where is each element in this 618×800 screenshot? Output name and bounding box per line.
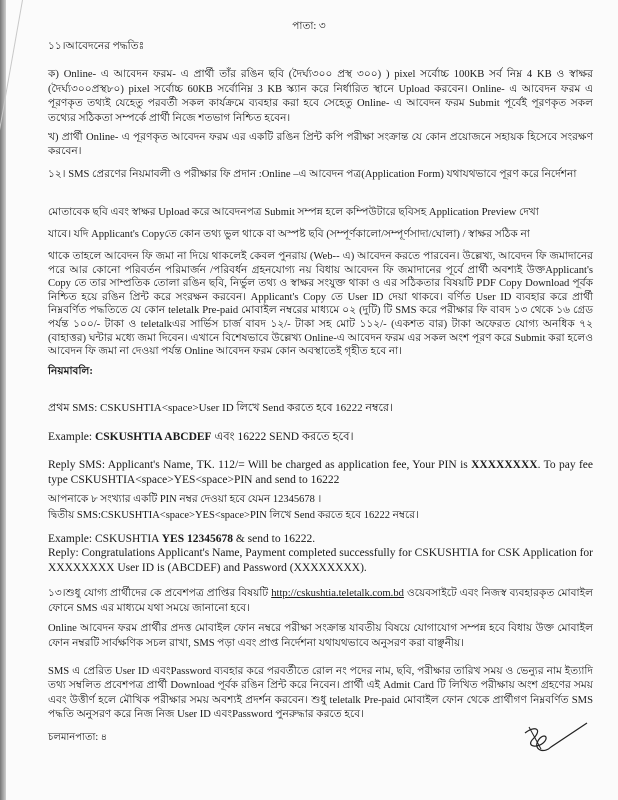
continued-page: চলমানপাতা: ৪ — [48, 731, 108, 743]
example-2-bold: YES 12345678 — [161, 532, 233, 545]
reply-1-pre: Reply SMS: Applicant's Name, TK. 112/= Will be charged as application fee, Your PIN is — [48, 459, 472, 472]
section-11-heading: ১১।আবেদনের পদ্ধতিঃ — [48, 41, 145, 52]
example-1 — [48, 430, 593, 444]
admit-note: SMS এ প্রেরিত User ID এবংPassword ব্যবহার করে পরবর্তীতে রোল নং পদের নাম, ছবি, পরীক্ষার তারিখ সময় ও ভেন্যুর নাম ইত্যাদি তথ্য সম্বলিত প্রবেশপত্র প্রার্থী Download পূর্বক রঙিন প্রিন্ট করে নিবেন। প্রার্থী এই Admit Card টি লিখিত পরীক্ষায় অংশ গ্রহণের সময় এবং উত্তীর্ণ হলে মৌখিক পরীক্ষার সময় অবশ্যই প্রদর্শন করবেন। শুধু teletalk Pre-paid মোবাইল ফোন থেকে প্রার্থীগণ নিম্নবর্ণিত SMS পদ্ধতি অনুসরণ করে নিজ নিজ User ID এবংPassword পুনরুদ্ধার করতে হবে। — [48, 665, 593, 721]
section-12-line1: ১২। SMS প্রেরণের নিয়মাবলী ও পরীক্ষার ফি প্রদান :Online –এ আবেদন পত্র(Application Form) যথাযথভাবে পূরণ করে নির্দেশনা — [48, 168, 577, 180]
section-12-line3: যাবে। যদি Applicant's Copyতে কোন তথ্য ভুল থাকে বা অস্পষ্ট ছবি (সম্পূর্ণকালো/সম্পূর্ণসাদা/ঘোলা) / স্বাক্ষর সঠিক না — [48, 228, 530, 240]
example-1-pre: Example: — [48, 430, 95, 443]
section-11-kha: খ) প্রার্থী Online- এ পূরণকৃত আবেদন ফরম এর একটি রঙিন প্রিন্ট কপি পরীক্ষা সংক্রান্ত যে কোন প্রয়োজনে সহায়ক হিসেবে সংরক্ষণ করবেন। — [48, 132, 593, 158]
page-number: পাতা: ৩ — [292, 21, 326, 32]
section-13-pre: ১৩।শুধু যোগ্য প্রার্থীদের কে প্রবেশপত্র প্রাপ্তির বিষয়টি — [48, 588, 272, 600]
section-13 — [48, 587, 593, 616]
website-link[interactable]: http://cskushtia.teletalk.com.bd — [271, 588, 404, 600]
second-sms: দ্বিতীয় SMS:CSKUSHTIA<space>YES<space>PIN লিখে Send করতে হবে 16222 নম্বরে। — [48, 510, 419, 522]
section-12-line2: মোতাবেক ছবি এবং স্বাক্ষর Upload করে আবেদনপত্র Submit সম্পন্ন হলে কম্পিউটারে ছবিসহ Application Preview দেখা — [48, 207, 539, 219]
reply-2: Reply: Congratulations Applicant's Name, Payment completed successfully for CSKUSHTIA for CSK Application for XXXXXXXX User ID is (ABCDEF) and Password (XXXXXXXX). — [48, 547, 593, 574]
example-2-pre: Example: CSKUSHTIA — [48, 532, 162, 545]
example-2-post: & send to 16222. — [232, 532, 316, 545]
example-2 — [48, 532, 593, 547]
page-footer — [48, 731, 593, 771]
online-note: Online আবেদন ফরম প্রার্থীর প্রদত্ত মোবাইল ফোন নম্বরে পরীক্ষা সংক্রান্ত যাবতীয় বিষয়ে যোগাযোগ সম্পন্ন হবে বিধায় উক্ত মোবাইল ফোন নম্বরটি সার্বক্ষণিক সচল রাখা, SMS পড়া এবং প্রাপ্ত নির্দেশনা যথাযথভাবে অনুসরণ করা বাঞ্ছনীয়। — [48, 623, 593, 649]
section-12-paragraph: থাকে তাহলে আবেদন ফি জমা না দিয়ে থাকলেই কেবল পুনরায় (Web-- এ) আবেদন করতে পারবেন। উল্লেখ্য, আবেদন ফি জমাদানের পরে আর কোনো পরিবর্তন পরিমার্জন /পরিবর্ধন গ্রহনযোগ্য নয় বিধায় আবেদন ফি জমাদানের পূর্বে প্রার্থী অবশ্যই উক্তApplicant's Copy তে তার সাম্প্রতিক তোলা রঙিন ছবি, নির্ভুল তথ্য ও স্বাক্ষর সংযুক্ত থাকা ও এর সঠিকতার বিষয়টি PDF Copy Download পূর্বক নিশ্চিত হয়ে রঙিন প্রিন্ট করে সংরক্ষন করবেন। Applicant's Copy তে User ID দেয়া থাকবে। বর্ণিত User ID ব্যবহার করে প্রার্থী নিম্নবর্ণিত পদ্ধতিতে যে কোন teletalk Pre-paid মোবাইল নম্বরের মাধ্যমে ০২ (দুটি) টি SMS করে পরীক্ষার ফি বাবদ ১৩ থেকে ১৬ গ্রেড পর্যন্ত ১০০/- টাকা ও teletalkএর সার্ভিস চার্জ বাবদ ১২/- টাকা সহ মোট ১১২/- (একশত বার) টাকা অফেরত যোগ্য অনধিক ৭২ (বাহাত্তর) ঘন্টার মধ্যে জমা দিবেন। এখানে বিশেষভাবে উল্লেখ্য Online-এ আবেদন ফরম এর সকল অংশ পূরণ করে Submit করা হলেও আবেদন ফি জমা না দেওয়া পর্যন্ত Online আবেদন ফরম কোন অবস্থাতেই গৃহীত হবে না। — [48, 251, 593, 358]
pin-note: আপনাকে ৮ সংখ্যার একটি PIN নম্বর দেওয়া হবে যেমন 12345678 । — [48, 494, 322, 506]
signature — [515, 719, 595, 759]
reply-1 — [48, 458, 593, 488]
section-13-post: ওয়েবসাইটে এবং নিজস্ব ব্যবহারকৃত মোবাইল ফোনে SMS এর মাধ্যমে যথা সময়ে জানানো হবে। — [48, 588, 593, 614]
example-1-bold: CSKUSHTIA ABCDEF — [94, 430, 212, 443]
example-1-post: এবং 16222 SEND করতে হবে। — [211, 430, 354, 443]
rules-heading: নিয়মাবলি: — [48, 365, 93, 377]
first-sms: প্রথম SMS: CSKUSHTIA<space>User ID লিখে Send করতে হবে 16222 নম্বরে। — [48, 402, 393, 415]
section-11-ka: ক) Online- এ আবেদন ফরম- এ প্রার্থী তাঁর রঙিন ছবি (দৈর্ঘ্য৩০০ প্রস্থ ৩০০) ) pixel সর্বোচ্চ 100KB সর্ব নিম্ন 4 KB ও স্বাক্ষর (দৈর্ঘ্য৩০০প্রস্থ৮০) pixel সর্বোচ্চ 60KB সর্বোনিম্ন 3 KB স্ক্যান করে নির্ধারিত স্থানে Upload করবেন। Online- এ আবেদন ফরম এ পূরণকৃত তথ্যই যেহেতু পরবর্তী সকল কার্যক্রমে ব্যবহার করা হবে সেহেতু Online- এ আবেদন ফরম Submit পূর্বেই পূরণকৃত সকল তথ্যের সঠিকতা সম্পর্কে প্রার্থী নিজে শতভাগ নিশ্চিত হবেন। — [48, 69, 593, 124]
reply-1-bold: XXXXXXXX — [471, 459, 538, 472]
reply-1-post: . To pay fee type CSKUSHTIA<space>YES<space>PIN and send to 16222 — [48, 459, 593, 487]
